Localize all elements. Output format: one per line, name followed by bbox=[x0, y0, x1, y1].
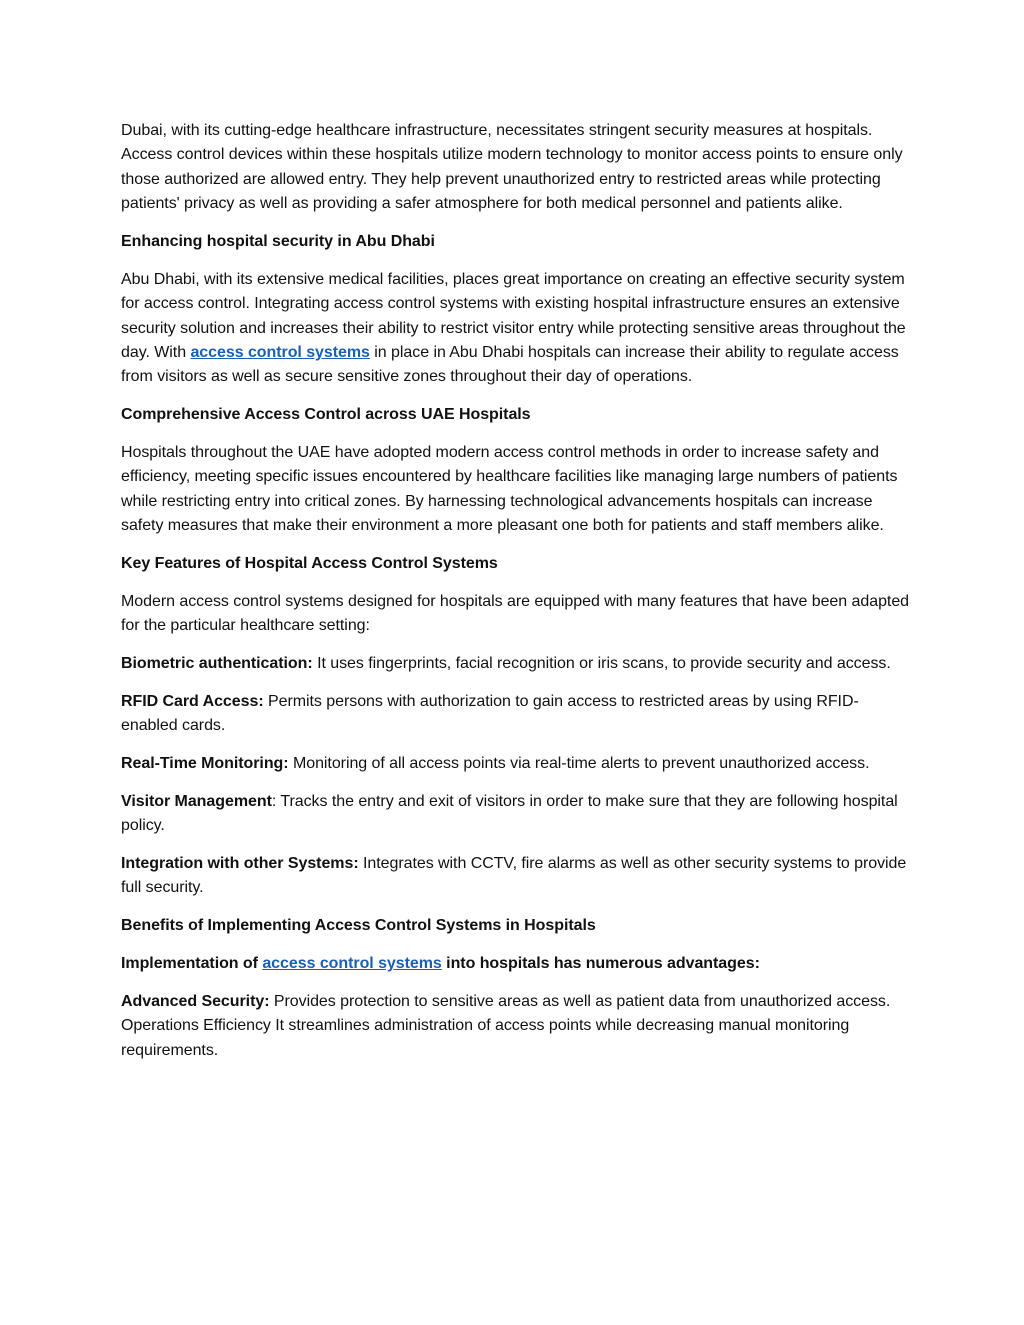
heading-uae: Comprehensive Access Control across UAE Hospitals bbox=[121, 406, 531, 424]
feature-text: Monitoring of all access points via real-time alerts to prevent unauthorized access. bbox=[288, 755, 870, 773]
paragraph-benefits-lead bbox=[121, 952, 911, 976]
heading-key-features: Key Features of Hospital Access Control Systems bbox=[121, 555, 498, 573]
feature-item-biometric bbox=[121, 652, 911, 676]
paragraph-abu-dhabi-text-before: Abu Dhabi, with its extensive medical facilities, places great importance on creating an effective security system for access control. Integrating access control systems with existing hospital infrastructure ensures an extensive security solution and increases their ability to restrict visitor entry while protecting sensitive areas throughout the day. With bbox=[121, 270, 906, 362]
benefit-text: Provides protection to sensitive areas as well as patient data from unauthorized access. Operations Efficiency It streamlines administration of access points while decreasing manual monitoring requirements. bbox=[121, 992, 891, 1059]
feature-item-rfid bbox=[121, 690, 911, 739]
heading-benefits: Benefits of Implementing Access Control Systems in Hospitals bbox=[121, 917, 596, 935]
feature-text: : Tracks the entry and exit of visitors in order to make sure that they are following hospital policy. bbox=[121, 792, 898, 835]
feature-text: Permits persons with authorization to gain access to restricted areas by using RFID-enabled cards. bbox=[121, 692, 859, 735]
feature-text: Integrates with CCTV, fire alarms as well as other security systems to provide full security. bbox=[121, 855, 907, 897]
feature-term: Real-Time Monitoring: bbox=[121, 755, 289, 773]
heading-abu-dhabi: Enhancing hospital security in Abu Dhabi bbox=[121, 233, 435, 251]
feature-item-integration bbox=[121, 852, 911, 901]
benefits-lead-after: into hospitals has numerous advantages: bbox=[441, 955, 760, 973]
access-control-systems-link[interactable]: access control systems bbox=[190, 344, 370, 362]
paragraph-features-intro: Modern access control systems designed for hospitals are equipped with many features that have been adapted for the particular healthcare setting: bbox=[121, 592, 910, 635]
feature-term: Biometric authentication: bbox=[121, 655, 313, 673]
benefit-item-advanced-security bbox=[121, 990, 911, 1063]
feature-term: RFID Card Access: bbox=[121, 692, 264, 710]
feature-item-monitoring bbox=[121, 752, 911, 776]
feature-text: It uses fingerprints, facial recognition or iris scans, to provide security and access. bbox=[312, 655, 891, 673]
document-page bbox=[121, 119, 911, 1076]
benefits-lead-before: Implementation of bbox=[121, 955, 263, 973]
access-control-systems-link[interactable]: access control systems bbox=[262, 955, 442, 973]
feature-term: Visitor Management bbox=[121, 792, 272, 810]
feature-term: Integration with other Systems: bbox=[121, 855, 359, 873]
paragraph-abu-dhabi-text-after: in place in Abu Dhabi hospitals can increase their ability to regulate access from visitors as well as secure sensitive zones throughout their day of operations. bbox=[121, 344, 899, 386]
paragraph-uae: Hospitals throughout the UAE have adopted modern access control methods in order to increase safety and efficiency, meeting specific issues encountered by healthcare facilities like managing large numbers of patients while restricting entry into critical zones. By harnessing technological advancements hospitals can increase safety measures that make their environment a more pleasant one both for patients and staff members alike. bbox=[121, 444, 898, 535]
intro-paragraph: Dubai, with its cutting-edge healthcare infrastructure, necessitates stringent security measures at hospitals. Access control devices within these hospitals utilize modern technology to monitor access points to ensure only those authorized are allowed entry. They help prevent unauthorized entry to restricted areas while protecting patients' privacy as well as providing a safer atmosphere for both medical personnel and patients alike. bbox=[121, 122, 903, 213]
benefit-term: Advanced Security: bbox=[121, 992, 270, 1010]
feature-item-visitor bbox=[121, 790, 911, 839]
paragraph-abu-dhabi bbox=[121, 268, 911, 390]
